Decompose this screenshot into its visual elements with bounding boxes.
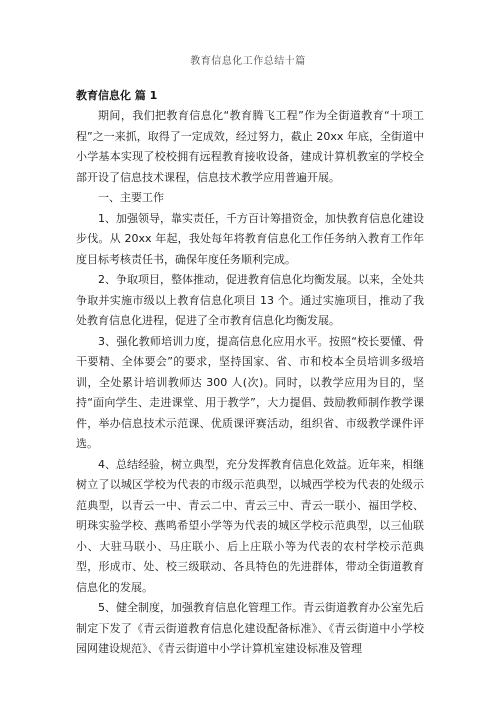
paragraph-item-4: 4、总结经验，树立典型，充分发挥教育信息化效益。近年来，相继树立了以城区学校为代表的市级示范典型，以城西学校为代表的处级示范典型，以青云一中、青云二中、青云三中、青云一联小、福田学校、明珠实验学校、燕鸣希望小学等为代表的城区学校示范典型，以三仙联小、大驻马联小、马庄联小、后上庄联小等为代表的农村学校示范典型，形成市、处、校三级联动、各具特色的先进群体，带动全街道教育信息化的发展。: [76, 457, 424, 594]
paragraph-item-3: 3、强化教师培训力度，提高信息化应用水平。按照“校长要懂、骨干要精、全体要会”的要求，坚持国家、省、市和校本全员培训多级培训，全处累计培训教师达 300 人(次)。同时，以教学应用为目的，坚持“面向学生、走进课堂、用于教学”，大力提倡、鼓励教师制作教学课件，举办信息技术示范课、优质课评赛活动，组织省、市级教学课件评选。: [76, 334, 424, 450]
paragraph-item-5: 5、健全制度，加强教育信息化管理工作。青云街道教育办公室先后制定下发了《青云街道教育信息化建设配备标准》、《青云街道中小学校园网建设规范》、《青云街道中小学计算机室建设标准及管理: [76, 601, 424, 655]
paragraph-item-2: 2、争取项目，整体推动，促进教育信息化均衡发展。以来，全处共争取并实施市级以上教育信息化项目 13 个。通过实施项目，推动了我处教育信息化进程，促进了全市教育信息化均衡发展。: [76, 273, 424, 327]
paragraph-intro: 期间，我们把教育信息化“教育腾飞工程”作为全街道教育“十项工程”之一来抓，取得了一定成效，经过努力，截止 20xx 年底，全街道中小学基本实现了校校拥有远程教育接收设备，建成计算机教室的学校全部开设了信息技术课程，信息技术教学应用普遍开展。: [76, 109, 424, 184]
document-body: [76, 86, 424, 660]
section-heading-main-work: 一、主要工作: [98, 191, 164, 204]
article-heading: 教育信息化 篇 1: [76, 89, 158, 102]
paragraph-item-1: 1、加强领导，靠实责任，千方百计筹措资金，加快教育信息化建设步伐。从 20xx 年起，我处每年将教育信息化工作任务纳入教育工作年度目标考核责任书，确保年度任务顺利完成。: [76, 211, 424, 266]
running-title: 教育信息化工作总结十篇: [190, 56, 306, 67]
